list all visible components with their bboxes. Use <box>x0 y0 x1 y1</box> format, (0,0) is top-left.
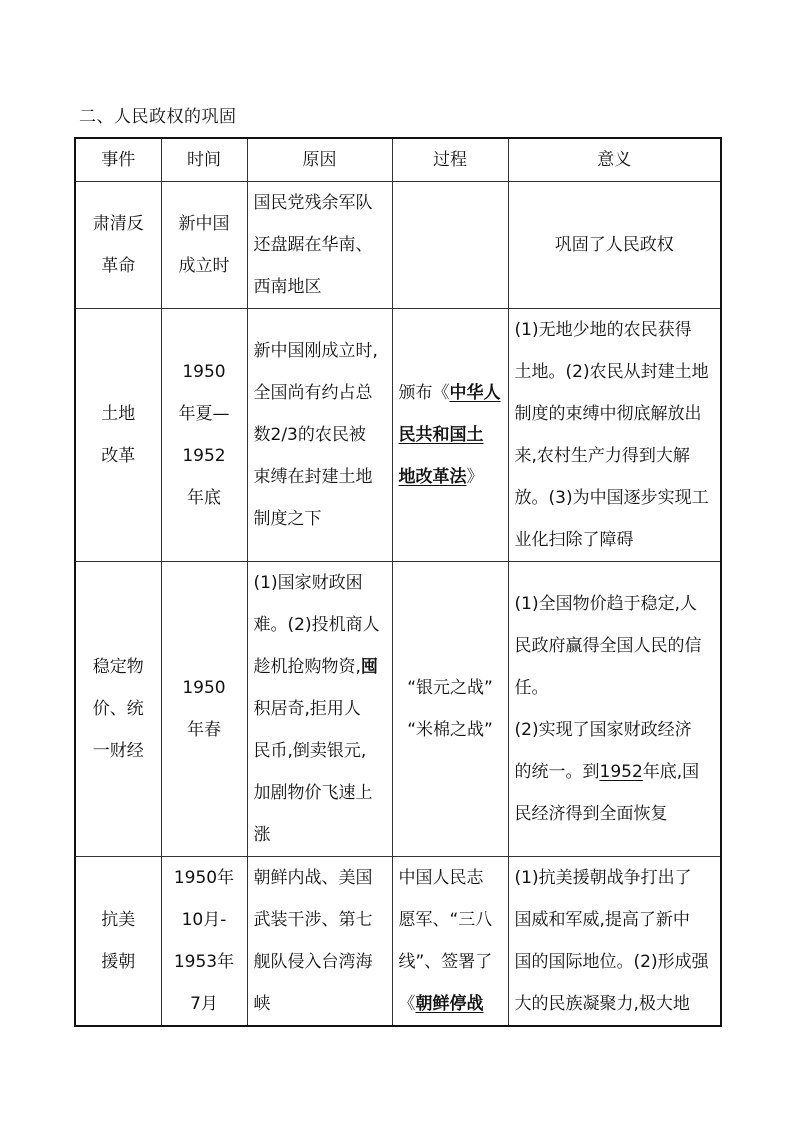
header-process: 过程 <box>392 138 508 182</box>
event-text: 一财经 <box>92 741 144 761</box>
time-text: 新中国 <box>178 214 230 234</box>
event-cell <box>75 309 161 562</box>
reason-line <box>254 646 386 688</box>
reason-text: 西南地区 <box>253 277 322 297</box>
reason-text: 新中国刚成立时, <box>253 341 378 361</box>
event-text: 改革 <box>101 446 136 466</box>
process-text: 愿军、“三八 <box>398 910 493 930</box>
reason-text: 武装干涉、第七 <box>253 910 373 930</box>
process-cell <box>392 182 508 309</box>
meaning-cell: 巩固了人民政权 <box>508 182 721 309</box>
header-reason: 原因 <box>247 138 392 182</box>
table-row <box>75 857 721 1027</box>
event-text: 援朝 <box>101 952 136 972</box>
reason-text: 难。(2)投机商人 <box>253 615 380 635</box>
reason-text: 加剧物价飞速上 <box>253 783 373 803</box>
time-text: 10月- <box>181 910 227 930</box>
table-header-row <box>75 138 721 182</box>
header-meaning: 意义 <box>508 138 721 182</box>
reason-text: 制度之下 <box>253 509 322 529</box>
process-text: 中国人民志 <box>398 868 484 888</box>
time-text: 年春 <box>187 720 221 740</box>
reason-text: 束缚在封建土地 <box>253 467 373 487</box>
process-text: “银元之战” <box>407 678 493 698</box>
meaning-text: 任。 <box>514 678 549 698</box>
meaning-text: 国威和军威,提高了新中 <box>514 910 690 930</box>
meaning-text: 制度的束缚中彻底解放出 <box>514 404 702 424</box>
process-text: “米棉之战” <box>407 720 493 740</box>
process-cell <box>392 857 508 1027</box>
reason-text: (1)国家财政困 <box>253 573 363 593</box>
reason-text: 舰队侵入台湾海 <box>253 952 373 972</box>
reason-cell <box>247 562 392 857</box>
meaning-text: 业化扫除了障碍 <box>514 530 634 550</box>
process-line <box>399 372 502 414</box>
table-row <box>75 309 721 562</box>
reason-text: 涨 <box>253 825 271 845</box>
meaning-cell <box>508 857 721 1027</box>
reason-text: 民币,倒卖银元, <box>253 741 367 761</box>
reason-text: 全国尚有约占总 <box>253 383 373 403</box>
time-text: 年夏— <box>178 404 230 424</box>
process-cell <box>392 309 508 562</box>
time-cell <box>161 857 247 1027</box>
meaning-text: 土地。(2)农民从封建土地 <box>514 362 709 382</box>
event-text: 价、统 <box>92 699 144 719</box>
process-line <box>399 983 502 1025</box>
reason-text: 数2/3的农民被 <box>253 425 366 445</box>
meaning-cell <box>508 562 721 857</box>
process-cell <box>392 562 508 857</box>
event-text: 稳定物 <box>92 657 144 677</box>
reason-text: 国民党残余军队 <box>253 193 373 213</box>
reason-text: 趁机抢购物资, <box>253 657 361 677</box>
time-text: 年底 <box>187 488 221 508</box>
process-line <box>399 456 502 498</box>
time-cell <box>161 562 247 857</box>
meaning-cell <box>508 309 721 562</box>
time-text: 7月 <box>190 994 218 1014</box>
meaning-text: 民政府赢得全国人民的信 <box>514 636 702 656</box>
meaning-year: 1952 <box>599 762 643 782</box>
law-title: 民共和国土 <box>398 425 484 445</box>
process-text: 《 <box>398 994 416 1014</box>
time-text: 1950年 <box>173 868 235 888</box>
reason-keyword: 囤 <box>360 657 378 677</box>
meaning-text: 年底,国 <box>642 762 700 782</box>
time-text: 1950 <box>182 362 226 382</box>
meaning-line <box>515 751 715 793</box>
event-text: 土地 <box>101 404 136 424</box>
reason-text: 还盘踞在华南、 <box>253 235 373 255</box>
meaning-text: (1)抗美援朝战争打出了 <box>514 868 692 888</box>
event-text: 革命 <box>101 256 136 276</box>
time-cell <box>161 309 247 562</box>
time-text: 1952 <box>182 446 226 466</box>
event-cell <box>75 562 161 857</box>
time-text: 成立时 <box>178 256 230 276</box>
reason-cell <box>247 182 392 309</box>
event-cell <box>75 182 161 309</box>
meaning-text: 放。(3)为中国逐步实现工 <box>514 488 709 508</box>
table-row <box>75 182 721 309</box>
table-row <box>75 562 721 857</box>
reason-text: 积居奇,拒用人 <box>253 699 361 719</box>
reason-cell <box>247 309 392 562</box>
meaning-text: 的统一。到 <box>514 762 600 782</box>
meaning-text: 民经济得到全面恢复 <box>514 804 668 824</box>
law-title: 地改革法 <box>398 467 467 487</box>
meaning-text: 国的国际地位。(2)形成强 <box>514 952 709 972</box>
section-heading: 二、人民政权的巩固 <box>79 107 237 127</box>
meaning-text: 大的民族凝聚力,极大地 <box>514 994 690 1014</box>
event-text: 抗美 <box>101 910 136 930</box>
reason-cell <box>247 857 392 1027</box>
reason-text: 朝鲜内战、美国 <box>253 868 373 888</box>
meaning-text: 来,农村生产力得到大解 <box>514 446 690 466</box>
meaning-text: (2)实现了国家财政经济 <box>514 720 692 740</box>
header-time: 时间 <box>161 138 247 182</box>
time-text: 1950 <box>182 678 226 698</box>
process-text: 颁布《 <box>398 383 450 403</box>
treaty-title: 朝鲜停战 <box>415 994 484 1014</box>
time-cell <box>161 182 247 309</box>
header-event: 事件 <box>75 138 161 182</box>
reason-text: 峡 <box>253 994 271 1014</box>
consolidation-table <box>74 137 722 1027</box>
event-text: 肃清反 <box>92 214 144 234</box>
meaning-text: (1)全国物价趋于稳定,人 <box>514 594 697 614</box>
process-text: 线”、签署了 <box>398 952 493 972</box>
law-title: 中华人 <box>449 383 501 403</box>
process-text: 》 <box>466 467 484 487</box>
event-cell <box>75 857 161 1027</box>
meaning-text: (1)无地少地的农民获得 <box>514 320 692 340</box>
time-text: 1953年 <box>173 952 235 972</box>
